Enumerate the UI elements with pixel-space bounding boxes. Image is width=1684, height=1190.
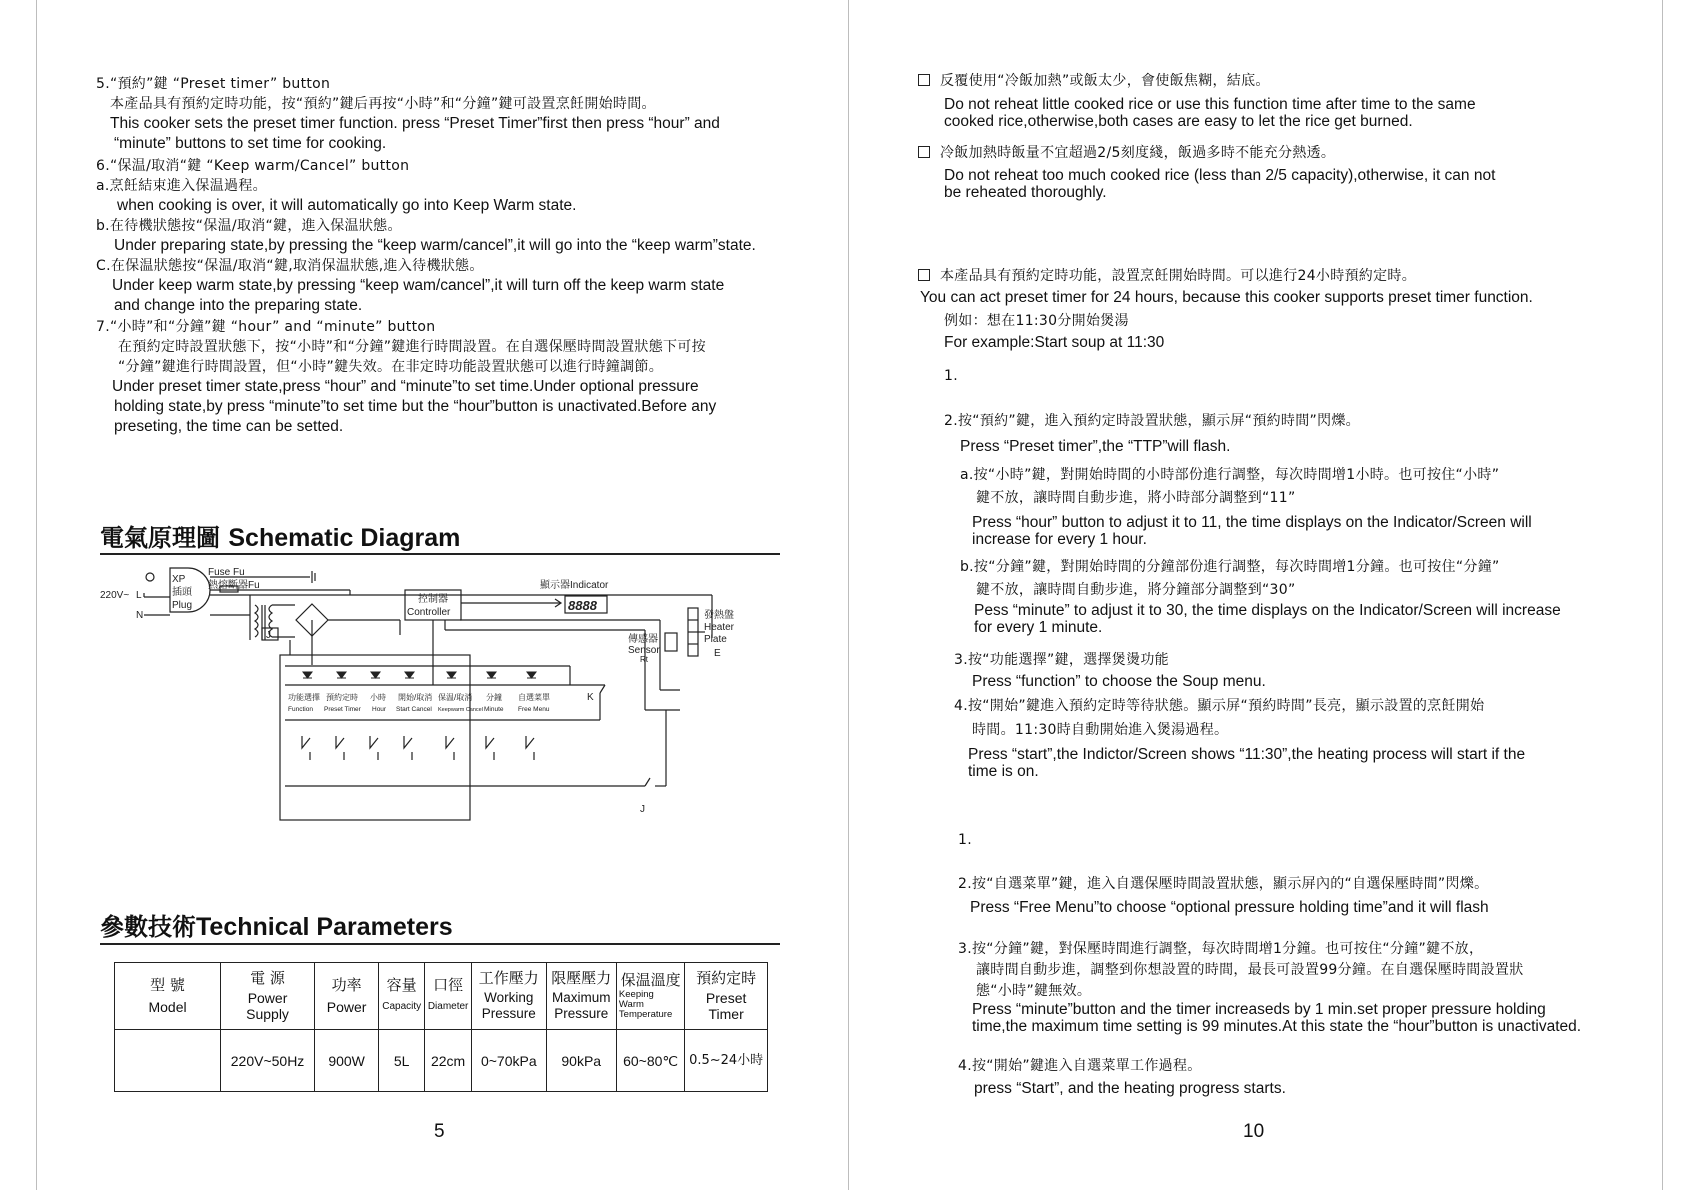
label-controller-zh: 控制器: [418, 594, 448, 605]
label-plug-zh: 插頭: [172, 587, 192, 598]
note-1-en-1: Do not reheat little cooked rice or use this function time after time to the same: [944, 96, 1476, 113]
btn-freemenu-en: Free Menu: [518, 706, 550, 713]
section-7-en-2: holding state,by press “minute”to set time but the “hour”button is unactivated.Before any: [114, 398, 717, 415]
preset-intro-zh: 本產品具有預約定時功能，設置烹飪開始時間。可以進行24小時預約定時。: [918, 267, 1416, 285]
label-rt: Rt: [640, 655, 648, 664]
page-number-left: 5: [434, 1121, 445, 1142]
menu-step-2-zh: 2.按“自選菜單”鍵，進入自選保壓時間設置狀態，顯示屏內的“自選保壓時間”閃爍。: [958, 876, 1489, 892]
section-6-title: 6.“保温/取消“鍵 “Keep warm/Cancel” button: [96, 158, 410, 174]
menu-step-3-en-1: Press “minute”button and the timer increaseds by 1 min.set proper pressure holding: [972, 1001, 1546, 1018]
th-model-en: Model: [148, 999, 187, 1015]
preset-step-2a-en-1: Press “hour” button to adjust it to 11, the time displays on the Indicator/Screen will: [972, 514, 1532, 531]
section-5-en-1: This cooker sets the preset timer function. press “Preset Timer”first then press “hour” and: [110, 115, 720, 132]
btn-function-zh: 功能選擇: [288, 693, 320, 702]
td-diameter: 22cm: [425, 1030, 472, 1092]
label-e: E: [714, 648, 721, 659]
th-keepwarm-en: Keeping Warm Temperature: [618, 989, 673, 1020]
preset-step-4-zh-2: 時間。11:30時自動開始進入煲湯過程。: [972, 722, 1229, 738]
menu-step-3-zh-3: 態“小時”鍵無效。: [976, 983, 1092, 999]
checkbox-icon: [918, 146, 930, 158]
th-power-en: Power: [326, 999, 367, 1015]
preset-intro-en: You can act preset timer for 24 hours, because this cooker supports preset timer function.: [920, 289, 1533, 306]
label-plate: Plate: [704, 634, 727, 645]
td-keepwarm: 60~80℃: [616, 1030, 684, 1092]
section-7-zh-2: “分鐘”鍵進行時間設置，但“小時”鍵失效。在非定時功能設置狀態可以進行時鐘調節。: [118, 359, 664, 375]
note-2-en-2: be reheated thoroughly.: [944, 184, 1107, 201]
menu-step-4-zh: 4.按“開始”鍵進入自選菜單工作過程。: [958, 1058, 1202, 1074]
checkbox-icon: [918, 269, 930, 281]
btn-hour-zh: 小時: [370, 693, 386, 702]
section-7-title: 7.“小時”和“分鐘”鍵 “hour” and “minute” button: [96, 319, 436, 335]
preset-step-2b-en-2: for every 1 minute.: [974, 619, 1103, 636]
menu-step-2-en: Press “Free Menu”to choose “optional pressure holding time”and it will flash: [970, 899, 1489, 916]
section-5-en-2: “minute” buttons to set time for cooking.: [114, 135, 387, 152]
section-6c-en-2: and change into the preparing state.: [114, 297, 363, 314]
section-6a-en: when cooking is over, it will automatically go into Keep Warm state.: [117, 197, 577, 214]
preset-step-3-en: Press “function” to choose the Soup menu.: [972, 673, 1266, 690]
section-7-zh-1: 在預約定時設置狀態下，按“小時”和“分鐘”鍵進行時間設置。在自選保壓時間設置狀態下可按: [118, 339, 706, 355]
btn-keepwarm-zh: 保温/取消: [438, 693, 473, 702]
label-indicator: 顯示器Indicator: [540, 580, 609, 591]
th-maximum-en: Maximum Pressure: [551, 990, 611, 1021]
preset-step-4-en-2: time is on.: [968, 763, 1039, 780]
label-display: 8888: [568, 598, 597, 613]
th-preset-en: Preset Timer: [705, 990, 747, 1022]
label-voltage: 220V~: [100, 590, 130, 601]
section-7-en-1: Under preset timer state,press “hour” and “minute”to set time.Under optional pressure: [112, 378, 699, 395]
td-power: 900W: [314, 1030, 378, 1092]
section-5-zh: 本產品具有預約定時功能，按“預約”鍵后再按“小時”和“分鐘”鍵可設置烹飪開始時間。: [110, 96, 656, 112]
label-fuse-zh: 熱熔斷器Fu: [208, 580, 260, 591]
section-6c-zh: C.在保温狀態按“保温/取消“鍵,取消保温狀態,進入待機狀態。: [96, 258, 484, 274]
preset-step-2b-zh-1: b.按“分鐘”鍵，對開始時間的分鐘部份進行調整，每次時間增1分鐘。也可按住“分鐘”: [960, 559, 1500, 575]
th-working-en: Working Pressure: [481, 990, 536, 1021]
section-6b-en: Under preparing state,by pressing the “keep warm/cancel”,it will go into the “keep warm”state.: [114, 237, 756, 254]
td-capacity: 5L: [379, 1030, 425, 1092]
schematic-heading: 電氣原理圖 Schematic Diagram: [100, 524, 461, 552]
label-l: L: [136, 590, 142, 601]
label-sensor: Sensor: [628, 645, 660, 656]
th-power-supply-zh: 電 源: [250, 969, 285, 987]
th-capacity-zh: 容量: [386, 976, 417, 994]
technical-table: [114, 962, 768, 1092]
label-xp: XP: [172, 574, 186, 585]
btn-freemenu-zh: 自選菜單: [518, 693, 550, 702]
checkbox-icon: [918, 74, 930, 86]
schematic-diagram: [100, 560, 790, 830]
preset-step-4-en-1: Press “start”,the Indictor/Screen shows “11:30”,the heating process will start if the: [968, 746, 1526, 763]
menu-step-3-zh-2: 讓時間自動步進，調整到你想設置的時間，最長可設置99分鐘。在自選保壓時間設置狀: [976, 962, 1524, 978]
example-en: For example:Start soup at 11:30: [944, 334, 1165, 351]
th-capacity-en: Capacity: [382, 1001, 422, 1012]
preset-step-2a-zh-2: 鍵不放，讓時間自動步進，將小時部分調整到“11”: [976, 490, 1296, 506]
btn-keepwarm-en: Keepwarm Cancel: [438, 707, 483, 713]
btn-hour-en: Hour: [372, 706, 387, 713]
btn-function-en: Function: [288, 706, 313, 713]
preset-step-1: 1.: [944, 368, 958, 384]
label-j-relay: J: [266, 630, 271, 641]
note-2-en-1: Do not reheat too much cooked rice (less than 2/5 capacity),otherwise, it can not: [944, 167, 1496, 184]
btn-start-en: Start Cancel: [396, 706, 432, 713]
section-5-title: 5.“預約”鍵 “Preset timer” button: [96, 76, 331, 92]
schematic-rule: [100, 553, 780, 555]
preset-step-2-en: Press “Preset timer”,the “TTP”will flash.: [960, 438, 1231, 455]
preset-step-2b-zh-2: 鍵不放，讓時間自動步進，將分鐘部分調整到“30”: [976, 582, 1296, 598]
td-model: [115, 1030, 221, 1092]
th-diameter-zh: 口徑: [433, 976, 464, 994]
preset-step-2-zh: 2.按“預約”鍵，進入預約定時設置狀態，顯示屏“預約時間”閃爍。: [944, 413, 1360, 429]
menu-step-1: 1.: [958, 832, 972, 848]
note-1-en-2: cooked rice,otherwise,both cases are easy to let the rice get burned.: [944, 113, 1413, 130]
technical-heading: 參數技術Technical Parameters: [100, 913, 453, 941]
preset-step-3-zh: 3.按“功能選擇”鍵，選擇煲燙功能: [954, 652, 1169, 668]
label-n: N: [136, 610, 144, 621]
preset-step-4-zh-1: 4.按“開始”鍵進入預約定時等待狀態。顯示屏“預約時間”長亮，顯示設置的烹飪開始: [954, 698, 1485, 714]
label-k: K: [587, 692, 594, 703]
section-6c-en-1: Under keep warm state,by pressing “keep wam/cancel”,it will turn off the keep warm state: [112, 277, 725, 294]
th-preset-zh: 預約定時: [696, 969, 757, 987]
note-1-zh: 反覆使用“冷飯加熱”或飯太少，會使飯焦糊，結底。: [918, 72, 1270, 90]
section-6b-zh: b.在待機狀態按“保温/取消“鍵，進入保温狀態。: [96, 218, 402, 234]
section-7-en-3: preseting, the time can be setted.: [114, 418, 344, 435]
td-preset: 0.5~24小時: [685, 1030, 768, 1092]
page-number-right: 10: [1243, 1121, 1265, 1142]
btn-minute-en: Minute: [484, 706, 504, 713]
th-maximum-zh: 限壓壓力: [551, 969, 612, 987]
btn-preset-zh: 預約定時: [326, 693, 358, 702]
label-sensor-zh: 傳感器: [628, 634, 658, 645]
menu-step-3-en-2: time,the maximum time setting is 99 minutes.At this state the “hour”button is unactivated.: [972, 1018, 1582, 1035]
table-value-row: [115, 1030, 768, 1092]
th-model-zh: 型 號: [150, 976, 185, 994]
example-zh: 例如：想在11:30分開始煲湯: [944, 313, 1129, 329]
section-6a-zh: a.烹飪結束進入保温過程。: [96, 178, 267, 194]
technical-rule: [100, 943, 780, 945]
label-heater: Heater: [704, 622, 735, 633]
label-heater-zh: 發熱盤: [704, 610, 734, 621]
td-maximum: 90kPa: [546, 1030, 616, 1092]
th-power-supply-en: Power Supply: [246, 990, 289, 1022]
preset-step-2b-en-1: Pess “minute” to adjust it to 30, the time displays on the Indicator/Screen will increase: [974, 602, 1561, 619]
btn-preset-en: Preset Timer: [324, 706, 361, 713]
preset-step-2a-en-2: increase for every 1 hour.: [972, 531, 1147, 548]
label-plug: Plug: [172, 600, 193, 611]
label-fuse: Fuse Fu: [208, 567, 245, 578]
th-power-zh: 功率: [331, 976, 362, 994]
td-working: 0~70kPa: [472, 1030, 546, 1092]
menu-step-4-en: press “Start”, and the heating progress starts.: [974, 1080, 1286, 1097]
label-j: J: [640, 804, 645, 815]
label-controller: Controller: [407, 607, 451, 618]
table-header-row: [115, 963, 768, 1030]
note-2-zh: 冷飯加熱時飯量不宜超過2/5刻度綫，飯過多時不能充分熱透。: [918, 144, 1335, 162]
th-working-zh: 工作壓力: [478, 969, 539, 987]
th-diameter-en: Diameter: [427, 1001, 469, 1012]
btn-start-zh: 開始/取消: [398, 693, 433, 702]
th-keepwarm-zh: 保温溫度: [620, 971, 681, 989]
td-power-supply: 220V~50Hz: [221, 1030, 315, 1092]
preset-step-2a-zh-1: a.按“小時”鍵，對開始時間的小時部份進行調整，每次時間增1小時。也可按住“小時”: [960, 467, 1500, 483]
menu-step-3-zh-1: 3.按“分鐘”鍵，對保壓時間進行調整，每次時間增1分鐘。也可按住“分鐘”鍵不放，: [958, 941, 1484, 957]
btn-minute-zh: 分鐘: [486, 693, 502, 702]
